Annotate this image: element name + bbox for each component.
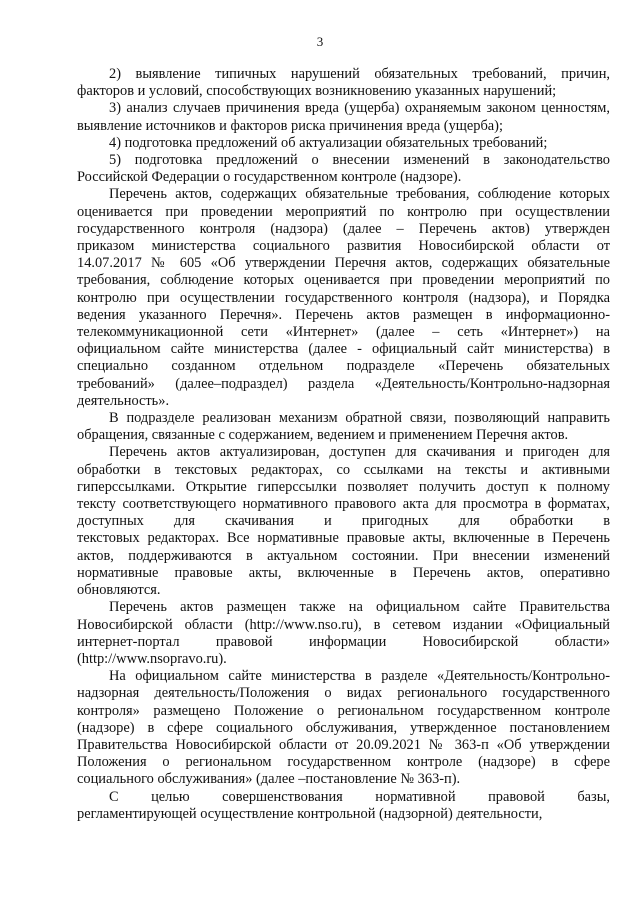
text-line: (http://www.nsopravo.ru). [77,650,227,667]
paragraph [77,135,610,152]
text-line: В подразделе реализован механизм обратной связи, позволяющий направить [109,410,610,427]
text-line: оценивается при проведении мероприятий по контролю при осуществлении [77,203,610,220]
text-line: государственного контроля (надзора) (далее – Перечень актов) утвержден [77,220,610,237]
text-line: обращения, связанные с содержанием, ведением и применением Перечня актов. [77,427,569,444]
text-line: контроля» размещено Положение о региональном государственном контроле [77,702,610,719]
text-line: телекоммуникационной сети «Интернет» (далее – сеть «Интернет») на [77,324,610,341]
text-line: актов, поддерживаются в актуальном состоянии. При внесении изменений [77,547,610,564]
text-line: обработки в текстовых редакторах, со ссылками на тексты и активными [77,461,610,478]
text-line: факторов и условий, способствующих возникновению указанных нарушений; [77,83,557,100]
text-line: Перечень актов актуализирован, доступен для скачивания и пригоден для [109,444,610,461]
document-body [77,66,610,823]
text-line: специально созданном отдельном подразделе «Перечень обязательных [77,358,610,375]
text-line: 3) анализ случаев причинения вреда (ущерба) охраняемым законом ценностям, [109,100,610,117]
paragraph [77,789,610,823]
text-line: доступных для скачивания и пригодных для обработки в [77,513,610,530]
text-line: деятельность». [77,392,170,409]
text-line: Правительства Новосибирской области от 20.09.2021 № 363-п «Об утверждении [77,736,610,753]
text-line: социального обслуживания» (далее –постановление № 363-п). [77,771,461,788]
page-number: 3 [316,34,324,49]
text-line: тексту соответствующего нормативного правового акта для просмотра в форматах, [77,496,610,513]
text-line: обновляются. [77,582,161,599]
text-line: ведения указанного Перечня». Перечень актов размещен в информационно- [77,306,610,323]
text-line: гиперссылками. Открытие гиперссылки позволяет получить доступ к полному [77,478,610,495]
text-line: официальном сайте министерства (далее - официальный сайт министерства) в [77,341,610,358]
text-line: требований» (далее–подраздел) раздела «Деятельность/Контрольно-надзорная [77,375,610,392]
text-line: 14.07.2017 № 605 «Об утверждении Перечня актов, содержащих обязательные [77,255,610,272]
text-line: Перечень актов, содержащих обязательные требования, соблюдение которых [109,186,610,203]
text-line: 2) выявление типичных нарушений обязательных требований, причин, [109,66,610,82]
paragraph [77,599,610,668]
text-line: требования, соблюдение которых оценивается при проведении мероприятий по [77,272,610,289]
text-line: контролю при осуществлении государственного контроля (надзора), и Порядка [77,289,610,306]
text-line: Новосибирской области (http://www.nso.ru), в сетевом издании «Официальный [77,616,610,633]
text-line: регламентирующей осуществление контрольной (надзорной) деятельности, [77,805,543,822]
text-line: (надзоре) в сфере социального обслуживания, утвержденное постановлением [77,719,610,736]
text-line: текстовых редакторах. Все нормативные правовые акты, включенные в Перечень [77,530,610,547]
text-line: Российской Федерации о государственном контроле (надзоре). [77,169,462,186]
text-line: Положения о региональном государственном контроле (надзоре) в сфере [77,754,610,771]
paragraph [77,66,610,100]
text-line: приказом министерства социального развития Новосибирской области от [77,238,610,255]
text-line: С целью совершенствования нормативной правовой базы, [109,788,610,805]
text-line: надзорная деятельность/Положения о видах регионального государственного [77,685,610,702]
text-line: На официальном сайте министерства в разделе «Деятельность/Контрольно- [109,668,610,685]
text-line: Перечень актов размещен также на официальном сайте Правительства [109,599,610,616]
paragraph [77,444,610,599]
text-line: интернет-портал правовой информации Новосибирской области» [77,633,610,650]
text-line: 5) подготовка предложений о внесении изменений в законодательство [109,152,610,169]
paragraph [77,410,610,444]
text-line: выявление источников и факторов риска причинения вреда (ущерба); [77,117,503,134]
text-line: нормативные правовые акты, включенные в Перечень актов, оперативно [77,564,610,581]
paragraph [77,668,610,788]
text-line: 4) подготовка предложений об актуализации обязательных требований; [109,134,548,151]
paragraph [77,186,610,410]
paragraph [77,100,610,134]
paragraph [77,152,610,186]
